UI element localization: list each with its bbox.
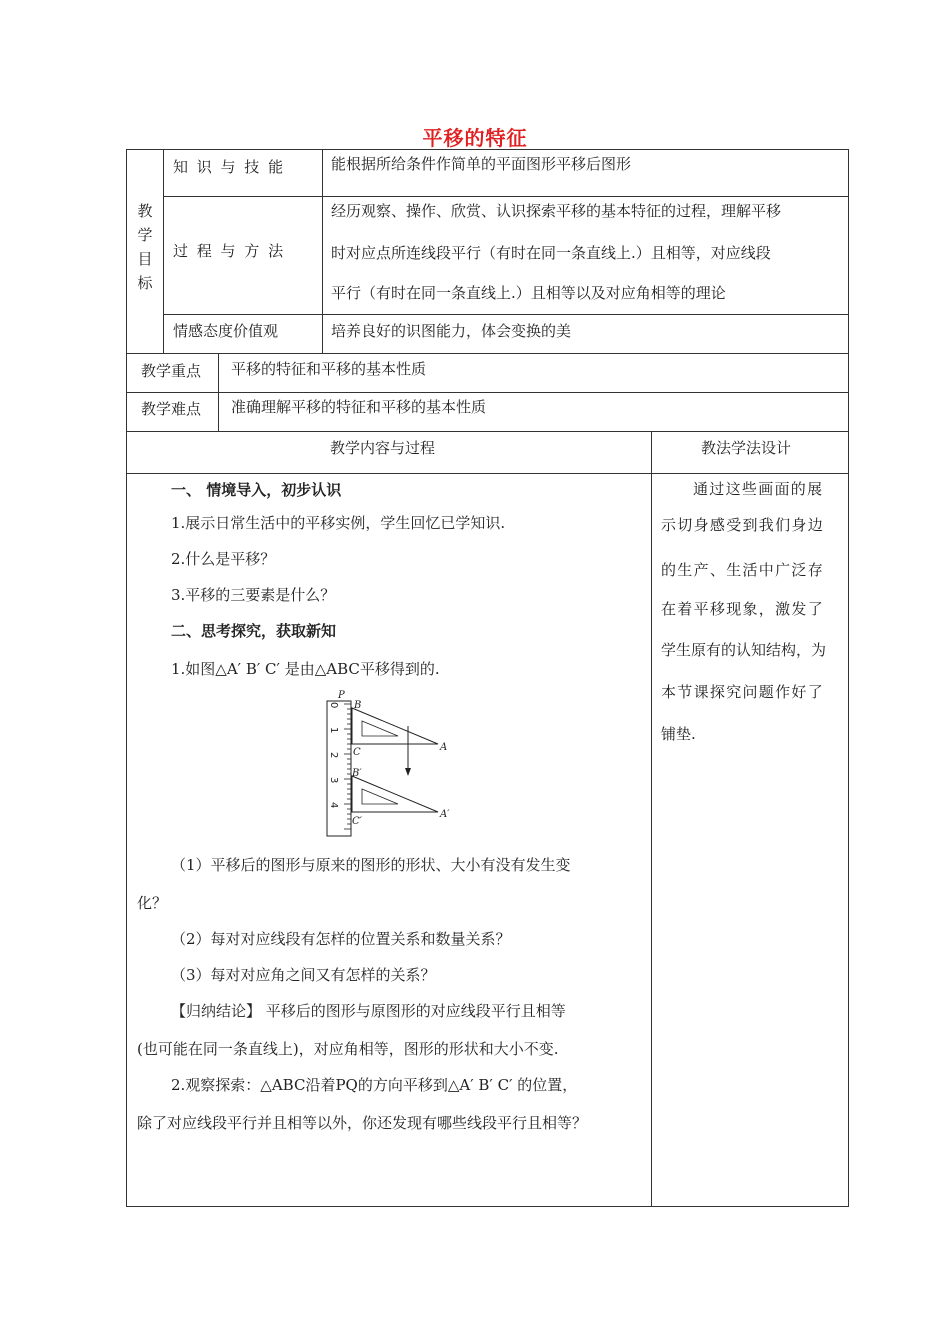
translation-figure <box>320 686 470 844</box>
section-1-item-2: 2.什么是平移？ <box>171 550 276 568</box>
objectives-label: 教 学 目 标 <box>137 202 153 292</box>
section-1-item-1: 1.展示日常生活中的平移实例，学生回忆已学知识. <box>171 514 506 532</box>
label-b: B <box>354 700 362 711</box>
section-1-item-3: 3.平移的三要素是什么？ <box>171 586 336 604</box>
design-line-7: 铺垫. <box>661 725 696 743</box>
key-point-content: 平移的特征和平移的基本性质 <box>231 360 427 378</box>
section-1-heading: 一、 情境导入，初步认识 <box>171 481 342 499</box>
design-line-6: 本节课探究问题作好了 <box>661 683 825 701</box>
label-c-prime: C′ <box>352 816 362 827</box>
label-b-prime: B′ <box>352 768 362 779</box>
question-1-line-2: 化？ <box>137 894 168 912</box>
objective-label-process: 过 程 与 方 法 <box>173 242 286 260</box>
objective-label-knowledge: 知 识 与 技 能 <box>173 158 286 176</box>
section-2-heading: 二、思考探究，获取新知 <box>171 622 337 640</box>
objective-content-process-1: 经历观察、操作、欣赏、认识探索平移的基本特征的过程，理解平移 <box>331 202 782 220</box>
page-title: 平移的特征 <box>422 126 528 150</box>
ruler <box>327 701 351 836</box>
design-line-1: 通过这些画面的展 <box>693 480 824 498</box>
design-line-2: 示切身感受到我们身边 <box>661 516 825 534</box>
label-p: P <box>338 690 345 701</box>
key-point-label: 教学重点 <box>141 362 202 380</box>
ruler-tick-1: 1 <box>328 727 339 734</box>
label-c: C <box>353 747 361 758</box>
arrow-head-icon <box>405 768 411 776</box>
objective-content-process-2: 时对应点所连线段平行（有时在同一条直线上.）且相等，对应线段 <box>331 244 771 262</box>
ruler-tick-2: 2 <box>328 752 339 759</box>
question-1-line-1: （1）平移后的图形与原来的图形的形状、大小有没有发生变 <box>171 856 571 874</box>
conclusion-line-2: (也可能在同一条直线上)，对应角相等，图形的形状和大小不变. <box>137 1040 559 1058</box>
section-2-item-1: 1.如图△A′ B′ C′ 是由△ABC平移得到的. <box>171 660 440 678</box>
ruler-tick-4: 4 <box>328 802 339 809</box>
objective-content-emotion: 培养良好的识图能力，体会变换的美 <box>331 322 572 340</box>
item-2-line-1: 2.观察探索：△ABC沿着PQ的方向平移到△A′ B′ C′ 的位置， <box>171 1076 578 1094</box>
label-a: A <box>440 742 448 753</box>
item-2-line-2: 除了对应线段平行并且相等以外，你还发现有哪些线段平行且相等？ <box>137 1114 588 1132</box>
design-line-3: 的生产、生活中广泛存 <box>661 561 825 579</box>
objective-label-emotion: 情感态度价值观 <box>173 322 279 340</box>
design-header: 教法学法设计 <box>701 439 792 457</box>
difficulty-label: 教学难点 <box>141 400 202 418</box>
difficulty-content: 准确理解平移的特征和平移的基本性质 <box>231 398 487 416</box>
label-a-prime: A′ <box>440 809 450 820</box>
ruler-tick-0: 0 <box>328 702 339 709</box>
design-line-5: 学生原有的认知结构，为 <box>661 641 827 659</box>
triangle-abc <box>352 708 438 744</box>
objective-content-knowledge: 能根据所给条件作简单的平面图形平移后图形 <box>331 155 632 173</box>
question-2: （2）每对对应线段有怎样的位置关系和数量关系？ <box>171 930 511 948</box>
triangle-abc-prime <box>352 776 438 812</box>
process-header: 教学内容与过程 <box>330 439 436 457</box>
design-line-4: 在着平移现象，激发了 <box>661 600 825 618</box>
objective-content-process-3: 平行（有时在同一条直线上.）且相等以及对应角相等的理论 <box>331 284 726 302</box>
conclusion-line-1: 【归纳结论】 平移后的图形与原图形的对应线段平行且相等 <box>171 1002 566 1020</box>
question-3: （3）每对对应角之间又有怎样的关系？ <box>171 966 436 984</box>
ruler-tick-3: 3 <box>328 777 339 784</box>
